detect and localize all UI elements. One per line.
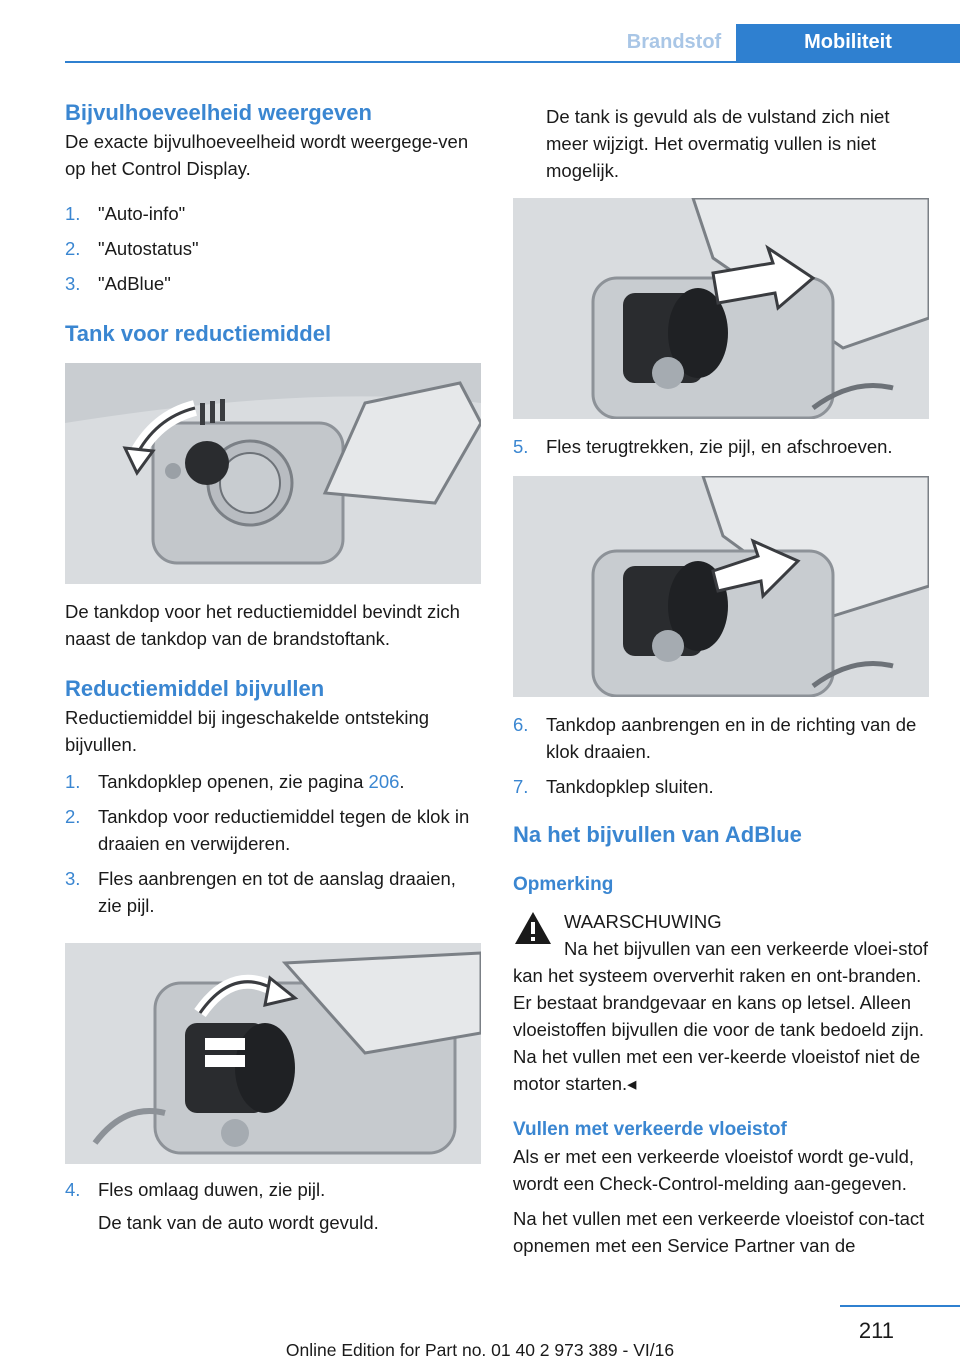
- warning-triangle-icon: [513, 910, 553, 946]
- page-number: 211: [858, 1318, 894, 1343]
- list-number: 3.: [65, 273, 81, 294]
- menu-path-list: [65, 200, 481, 297]
- list-item: [65, 235, 481, 262]
- step-punct: .: [399, 771, 405, 792]
- warning-title: WAARSCHUWING: [564, 911, 722, 932]
- figure-tank-cap-open: [65, 363, 481, 584]
- footer-rule: [840, 1305, 960, 1307]
- steps-list-2: [65, 1176, 481, 1236]
- list-text: "AdBlue": [98, 273, 171, 294]
- step-text: Tankdop voor reductiemiddel tegen de klok in draaien en verwijderen.: [98, 806, 470, 854]
- paragraph-bijvullen: Reductiemiddel bij ingeschakelde ontsteking bijvullen.: [65, 707, 430, 755]
- list-number: 1.: [65, 203, 81, 224]
- step-subtext: De tank van de auto wordt gevuld.: [98, 1212, 379, 1233]
- list-item: [65, 270, 481, 297]
- steps-list-3: [513, 433, 929, 460]
- heading-verkeerde-vloeistof: Vullen met verkeerde vloeistof: [513, 1119, 787, 1140]
- paragraph-weergeven: De exacte bijvulhoeveelheid wordt weergege‐ven op het Control Display.: [65, 131, 469, 179]
- step-number: 4.: [65, 1179, 81, 1200]
- header-rule: [65, 61, 960, 63]
- step-number: 1.: [65, 771, 81, 792]
- warning-text: Na het bijvullen van een verkeerde vloei‐stof kan het systeem oververhit raken en ont‐branden. Er bestaat brandgevaar en kans op letsel. Alleen vloeistoffen bijvullen die voor de tank bedoeld zijn. Na het vullen met een ver‐keerde vloeistof niet de motor starten.◂: [513, 938, 929, 1094]
- list-text: "Autostatus": [98, 238, 199, 259]
- step-number: 5.: [513, 436, 529, 457]
- step-number: 3.: [65, 868, 81, 889]
- list-item: [65, 768, 481, 795]
- heading-bijvullen: Reductiemiddel bijvullen: [65, 676, 325, 701]
- list-item: [65, 803, 481, 857]
- step-text: Tankdopklep openen, zie pagina: [98, 771, 369, 792]
- figure-bottle-insert: [65, 943, 481, 1164]
- step-number: 6.: [513, 714, 529, 735]
- step-text: Fles aanbrengen en tot de aanslag draaien, zie pijl.: [98, 868, 456, 916]
- list-item: [513, 773, 929, 800]
- heading-opmerking: Opmerking: [513, 874, 614, 895]
- tab-brandstof[interactable]: Brandstof: [612, 24, 736, 61]
- step-text: Fles omlaag duwen, zie pijl.: [98, 1179, 326, 1200]
- warning-block: [513, 908, 929, 1097]
- step-number: 2.: [65, 806, 81, 827]
- figure-bottle-retract: [513, 198, 929, 419]
- page-link[interactable]: 206: [368, 771, 400, 792]
- footer-edition: Online Edition for Part no. 01 40 2 973 389 - VI/16: [285, 1340, 675, 1360]
- heading-na-bijvullen: Na het bijvullen van AdBlue: [513, 822, 802, 847]
- heading-bijvulhoeveelheid: Bijvulhoeveelheid weergeven: [65, 100, 372, 125]
- steps-list-1: [65, 768, 481, 919]
- paragraph-gevuld: De tank is gevuld als de vulstand zich niet meer wijzigt. Het overmatig vullen is niet mogelijk.: [546, 106, 890, 181]
- figure-bottle-pull-out: [513, 476, 929, 697]
- list-number: 2.: [65, 238, 81, 259]
- left-column: [65, 98, 481, 1236]
- list-item: [65, 865, 481, 919]
- list-item: [513, 433, 929, 460]
- heading-tank: Tank voor reductiemiddel: [65, 321, 332, 346]
- step-text: Tankdop aanbrengen en in de richting van de klok draaien.: [546, 714, 917, 762]
- list-item: [65, 200, 481, 227]
- step-number: 7.: [513, 776, 529, 797]
- paragraph-tankdop: De tankdop voor het reductiemiddel bevindt zich naast de tankdop van de brandstoftank.: [65, 601, 460, 649]
- tab-mobiliteit[interactable]: Mobiliteit: [736, 24, 960, 61]
- steps-list-4: [513, 711, 929, 800]
- paragraph-verkeerd-1: Als er met een verkeerde vloeistof wordt ge‐vuld, wordt een Check-Control-melding aan‐gegeven.: [513, 1146, 915, 1194]
- right-column: [513, 103, 929, 1259]
- list-item: [65, 1176, 481, 1236]
- step-text: Tankdopklep sluiten.: [546, 776, 714, 797]
- step-text: Fles terugtrekken, zie pijl, en afschroeven.: [546, 436, 893, 457]
- list-item: [513, 711, 929, 765]
- list-text: "Auto-info": [98, 203, 186, 224]
- paragraph-verkeerd-2: Na het vullen met een verkeerde vloeistof con‐tact opnemen met een Service Partner van de: [513, 1208, 925, 1256]
